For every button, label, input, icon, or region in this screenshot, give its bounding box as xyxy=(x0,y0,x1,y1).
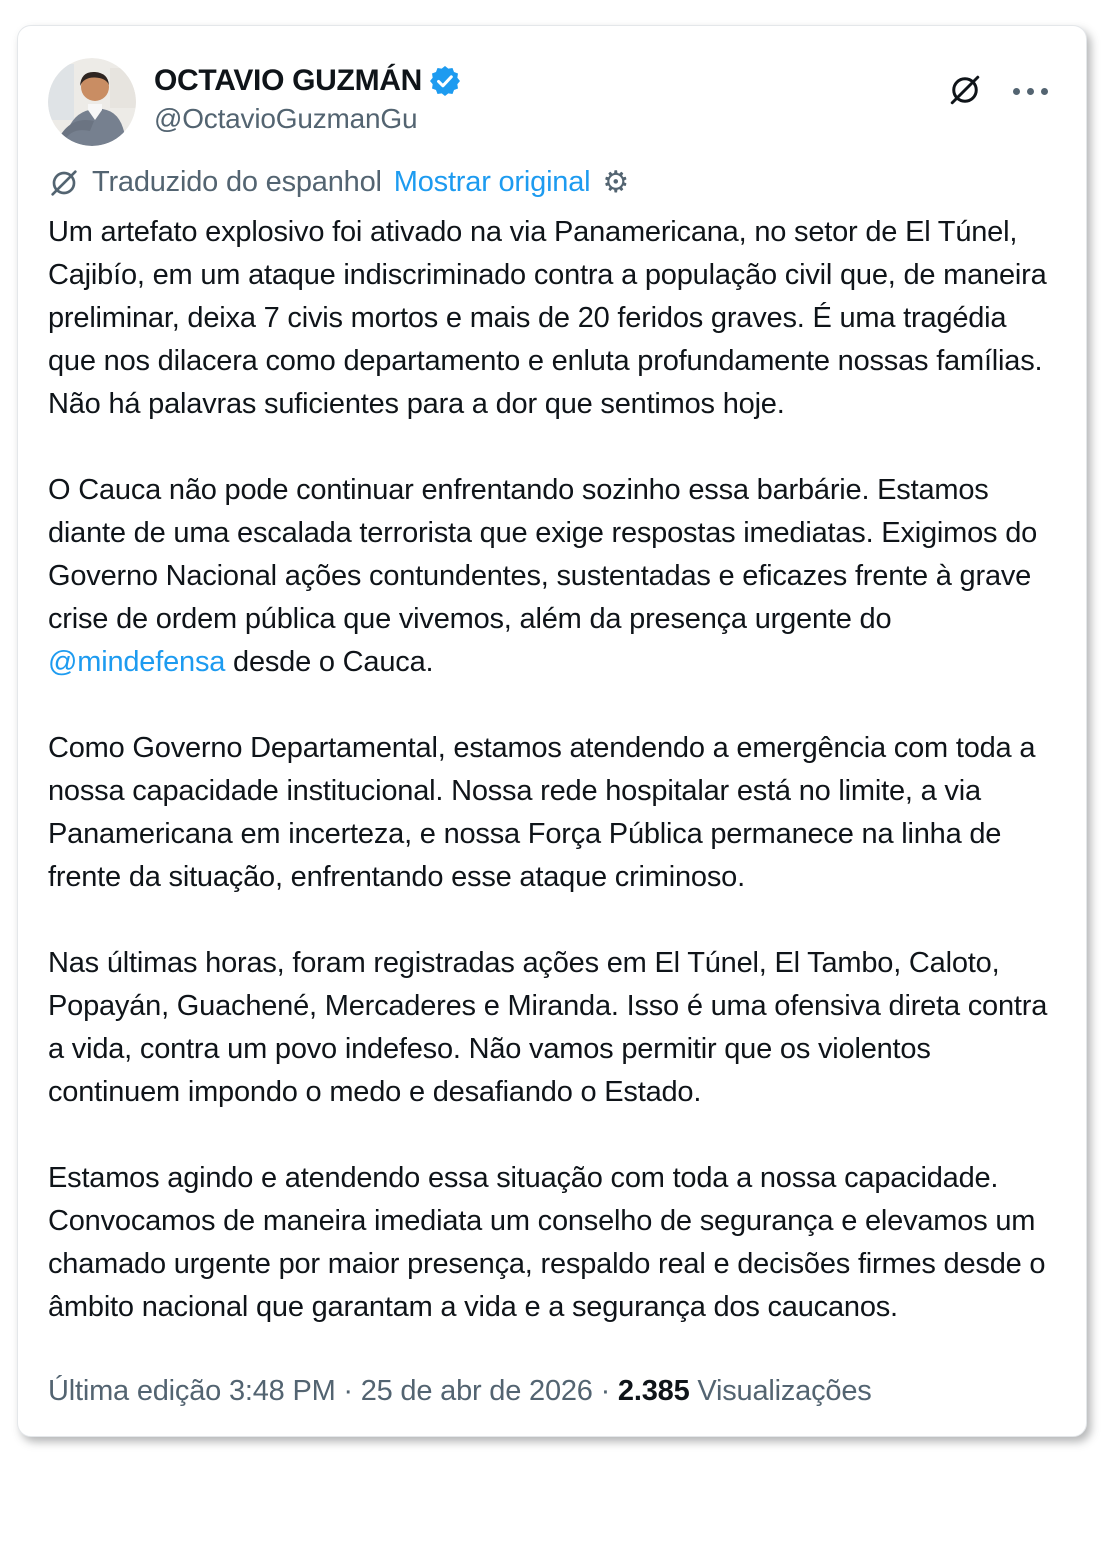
paragraph-3: Como Governo Departamental, estamos atendendo a emergência com toda a nossa capacidade institucional. Nossa rede hospitalar está no limite, a via Panamericana em incerteza, e nossa Força Pública permanece na linha de frente da situação, enfrentando esse ataque criminoso. xyxy=(48,732,1036,893)
post-body xyxy=(48,211,1054,1329)
grok-translate-icon xyxy=(48,167,80,199)
paragraph-2 xyxy=(48,469,1054,684)
tweet-meta xyxy=(48,1375,1052,1408)
display-name[interactable]: OCTAVIO GUZMÁN xyxy=(154,64,422,97)
translation-label: Traduzido do espanhol xyxy=(92,166,382,198)
paragraph-2-text-after: desde o Cauca. xyxy=(225,646,434,678)
paragraph-1: Um artefato explosivo foi ativado na via Panamericana, no setor de El Túnel, Cajibío, em um ataque indiscriminado contra a população civil que, de maneira preliminar, deixa 7 civis mortos e mais de 20 feridos graves. É uma tragédia que nos dilacera como departamento e enluta profundamente nossas famílias. Não há palavras suficientes para a dor que sentimos hoje. xyxy=(48,216,1047,420)
tweet-header xyxy=(48,58,1052,146)
avatar[interactable] xyxy=(48,58,136,146)
header-actions xyxy=(947,58,1052,111)
user-handle[interactable]: @OctavioGuzmanGu xyxy=(154,103,418,134)
paragraph-5: Estamos agindo e atendendo essa situação com toda a nossa capacidade. Convocamos de maneira imediata um conselho de segurança e elevamos um chamado urgente por maior presença, respaldo real e decisões firmes desde o âmbito nacional que garantam a vida e a segurança dos caucanos. xyxy=(48,1162,1046,1323)
views-label: Visualizações xyxy=(689,1375,872,1407)
paragraph-4: Nas últimas horas, foram registradas ações em El Túnel, El Tambo, Caloto, Popayán, Guachené, Mercaderes e Miranda. Isso é uma ofensiva direta contra a vida, contra um povo indefeso. Não vamos permitir que os violentos continuem impondo o medo e desafiando o Estado. xyxy=(48,947,1048,1108)
show-original-link[interactable]: Mostrar original xyxy=(393,166,591,198)
views-count: 2.385 xyxy=(617,1375,690,1407)
mention-link-mindefensa[interactable]: @mindefensa xyxy=(48,646,226,678)
identity-block xyxy=(154,58,460,136)
more-icon[interactable] xyxy=(1013,88,1048,95)
verified-badge-icon xyxy=(430,66,460,96)
tweet-card xyxy=(17,25,1087,1437)
grok-icon[interactable] xyxy=(947,72,983,111)
edited-timestamp: Última edição 3:48 PM · 25 de abr de 2026 · xyxy=(48,1375,618,1407)
avatar-photo xyxy=(48,58,136,146)
translation-bar xyxy=(48,166,1052,199)
gear-icon[interactable]: ⚙ xyxy=(602,164,630,200)
paragraph-2-text: O Cauca não pode continuar enfrentando sozinho essa barbárie. Estamos diante de uma escalada terrorista que exige respostas imediatas. Exigimos do Governo Nacional ações contundentes, sustentadas e eficazes frente à grave crise de ordem pública que vivemos, além da presença urgente do xyxy=(48,474,1038,635)
